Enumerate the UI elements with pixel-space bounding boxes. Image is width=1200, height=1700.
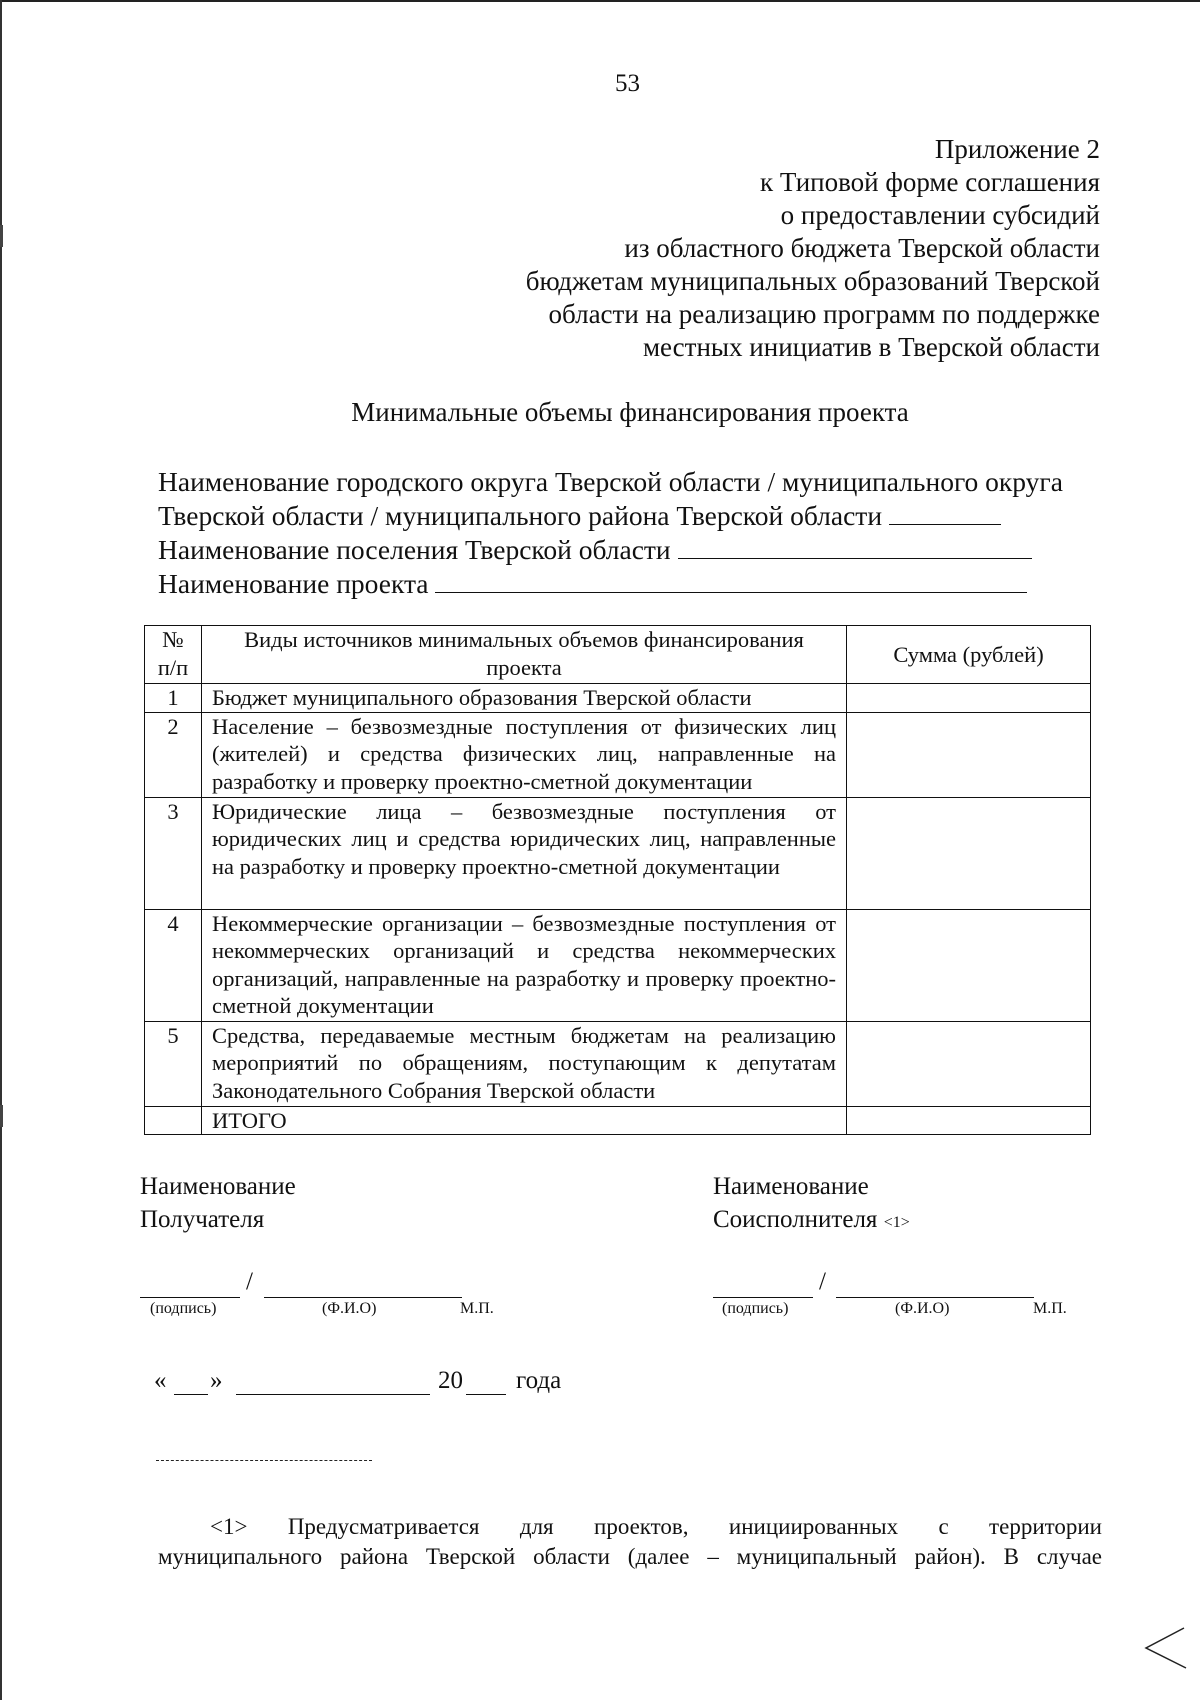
footnote-ref: <1> [883, 1214, 910, 1231]
appendix-line: к Типовой форме соглашения [760, 167, 1100, 197]
row-sum[interactable] [847, 909, 1091, 1021]
date-year-line[interactable] [466, 1394, 506, 1395]
row-sum[interactable] [847, 797, 1091, 909]
coexecutor-label-line2 [713, 1203, 910, 1239]
date-suffix: года [516, 1367, 562, 1394]
row-num: 4 [145, 909, 202, 1021]
settlement-blank[interactable] [678, 532, 1032, 559]
footnote-line: <1> Предусматривается для проектов, инициированных с территории [210, 1514, 1102, 1539]
coexecutor-signature-line[interactable] [713, 1297, 813, 1298]
field-municipality-line1: Наименование городского округа Тверской области / муниципального округа [158, 466, 1063, 497]
table-total-row [145, 1106, 1091, 1135]
recipient-name-caption: (Ф.И.О) [322, 1300, 377, 1317]
field-label: Тверской области / муниципального района Тверской области [158, 500, 883, 531]
field-municipality-line2 [158, 498, 1063, 532]
scan-edge-top [0, 0, 1200, 2]
row-num: 2 [145, 712, 202, 797]
recipient-block [140, 1170, 296, 1236]
table-row [145, 712, 1091, 797]
coexecutor-label-line1: Наименование [713, 1173, 869, 1200]
coexecutor-seal-caption: М.П. [1033, 1300, 1067, 1317]
recipient-label-line1: Наименование [140, 1173, 296, 1200]
table-row [145, 1021, 1091, 1106]
appendix-line: бюджетам муниципальных образований Тверской [525, 266, 1100, 296]
row-num: 5 [145, 1021, 202, 1106]
row-num: 1 [145, 684, 202, 713]
coexecutor-block [713, 1170, 910, 1239]
document-title: Минимальные объемы финансирования проекта [351, 397, 909, 427]
financing-table [144, 625, 1091, 1135]
footnote [158, 1512, 1102, 1572]
table-row [145, 684, 1091, 713]
field-settlement [158, 532, 1063, 566]
date-day-line[interactable] [174, 1394, 208, 1395]
date-open-quote: « [154, 1367, 167, 1394]
row-sum[interactable] [847, 1021, 1091, 1106]
field-label: Наименование проекта [158, 568, 429, 599]
date-century: 20 [438, 1367, 463, 1394]
row-num [145, 1106, 202, 1135]
row-sum[interactable] [847, 1106, 1091, 1135]
table-header-row [145, 626, 1091, 684]
municipality-blank[interactable] [889, 498, 1001, 525]
row-sum[interactable] [847, 684, 1091, 713]
footnote-line: муниципального района Тверской области (далее – муниципальный район). В случае [158, 1544, 1102, 1569]
date-month-line[interactable] [236, 1394, 430, 1395]
coexecutor-name-caption: (Ф.И.О) [895, 1300, 950, 1317]
recipient-signature-caption: (подпись) [150, 1300, 217, 1317]
recipient-name-line[interactable] [264, 1297, 462, 1298]
appendix-line: Приложение 2 [934, 134, 1100, 164]
recipient-label-line2: Получателя [140, 1206, 265, 1233]
recipient-seal-caption: М.П. [460, 1300, 494, 1317]
field-project [158, 566, 1063, 600]
coexecutor-name-line[interactable] [836, 1297, 1034, 1298]
footnote-separator [156, 1460, 372, 1461]
row-source: Средства, передаваемые местным бюджетам на реализацию мероприятий по обращениям, поступающим к депутатам Законодательного Собрания Тверской области [202, 1021, 847, 1106]
header-source: Виды источников минимальных объемов финансирования проекта [202, 626, 847, 684]
project-fields [158, 465, 1063, 600]
header-num: № п/п [145, 626, 202, 684]
appendix-header [526, 133, 1100, 364]
scan-edge-left [0, 0, 2, 1700]
coexecutor-label: Соисполнителя [713, 1206, 878, 1233]
appendix-line: местных инициатив в Тверской области [642, 332, 1100, 362]
date-close-quote: » [210, 1367, 223, 1394]
row-sum[interactable] [847, 712, 1091, 797]
appendix-line: о предоставлении субсидий [780, 200, 1100, 230]
row-source: Юридические лица – безвозмездные поступления от юридических лиц и средства юридических лиц, направленные на разработку и проверку проектно-сметной документации [202, 797, 847, 909]
row-source: ИТОГО [202, 1106, 847, 1135]
project-name-blank[interactable] [435, 566, 1027, 593]
row-num: 3 [145, 797, 202, 909]
appendix-line: области на реализацию программ по поддержке [548, 299, 1100, 329]
scan-mark [0, 225, 3, 247]
header-sum: Сумма (рублей) [847, 626, 1091, 684]
field-label: Наименование поселения Тверской области [158, 534, 671, 565]
coexecutor-slash: / [819, 1268, 826, 1295]
row-source: Бюджет муниципального образования Тверской области [202, 684, 847, 713]
coexecutor-signature-caption: (подпись) [722, 1300, 789, 1317]
appendix-line: из областного бюджета Тверской области [624, 233, 1100, 263]
table-row [145, 909, 1091, 1021]
corner-scribble-icon [1128, 1624, 1188, 1670]
row-source: Население – безвозмездные поступления от физических лиц (жителей) и средства физических лиц, направленные на разработку и проверку проектно-сметной документации [202, 712, 847, 797]
scan-mark [0, 1105, 3, 1127]
row-source: Некоммерческие организации – безвозмездные поступления от некоммерческих организаций и средства некоммерческих организаций, направленные на разработку и проверку проектно-сметной документации [202, 909, 847, 1021]
table-row [145, 797, 1091, 909]
recipient-signature-line[interactable] [140, 1297, 240, 1298]
recipient-slash: / [246, 1268, 253, 1295]
page-number: 53 [615, 70, 640, 97]
